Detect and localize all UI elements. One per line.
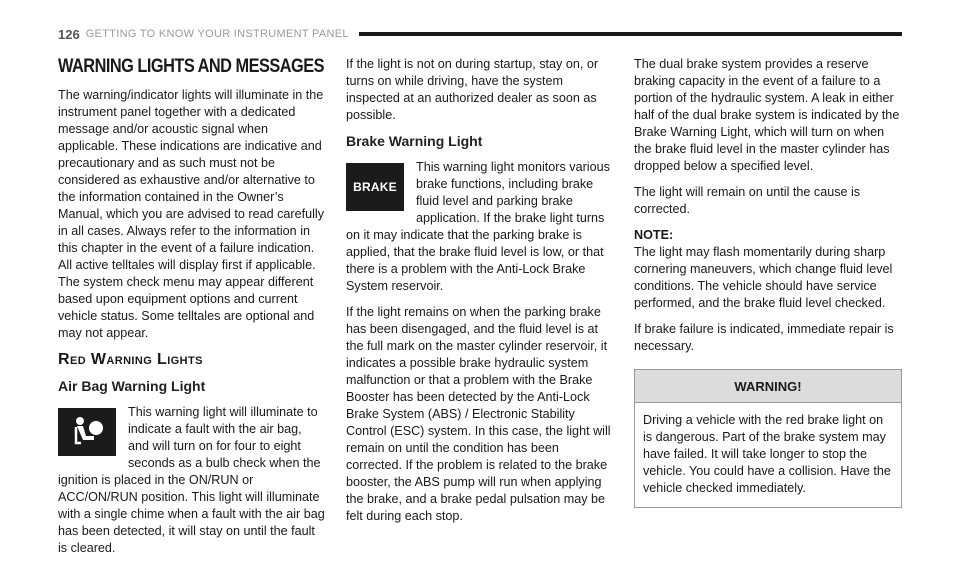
repair-paragraph: If brake failure is indicated, immediate repair is necessary. [634,322,894,353]
column-left [58,56,326,566]
warning-box [634,369,902,508]
page-header [58,26,902,42]
page-heading: WARNING LIGHTS AND MESSAGES [58,56,324,77]
brake-text: This warning light monitors various brake functions, including brake fluid level and parking brake application. If the brake light turns on it may indicate that the parking brake is applied, that the brake fluid level is low, or that there is a problem with the Anti-Lock Brake System reservoir. [346,160,610,293]
brake-booster-paragraph: If the light remains on when the parking brake has been disengaged, and the fluid level is at the full mark on the master cylinder reservoir, it indicates a possible brake hydraulic system malfunction or that a problem with the Brake Booster has been detected by the Anti-Lock Brake System (ABS) / Electronic Stability Control (ESC) system. In this case, the light will remain on until the condition has been corrected. If the problem is related to the brake booster, the ABS pump will run when applying the brake, and a brake pedal pulsation may be felt during each stop. [346,305,611,523]
airbag-icon [58,408,116,456]
note-text: The light may flash momentarily during sharp cornering maneuvers, which change fluid level conditions. The vehicle should have service performed, and the brake fluid level checked. [634,245,893,310]
airbag-block [58,404,326,566]
page-number: 126 [58,26,80,42]
brake-icon [346,163,404,211]
airbag-text: This warning light will illuminate to indicate a fault with the air bag, and will turn on for four to eight seconds as a bulb check when the ignition is placed in the ON/RUN or ACC/ON/RUN position. This light will illuminate with a single chime when a fault with the air bag has been detected, it will stay on until the fault is cleared. [58,405,325,555]
column-right [634,56,902,508]
section-heading: Red Warning Lights [58,351,203,368]
dual-brake-paragraph: The dual brake system provides a reserve braking capacity in the event of a failure to a portion of the hydraulic system. A leak in either half of the dual brake system is indicated by the Brake Warning Light, which will turn on when the brake fluid level in the master cylinder has dropped below a specified level. [634,57,900,173]
brake-heading: Brake Warning Light [346,133,483,149]
light-remain-paragraph: The light will remain on until the cause is corrected. [634,185,861,216]
warning-title: WARNING! [635,370,901,403]
header-rule [359,32,902,36]
brake-icon-label: BRAKE [353,179,397,194]
airbag-heading: Air Bag Warning Light [58,378,206,394]
brake-block [346,159,614,304]
column-middle [346,56,614,534]
warning-text: Driving a vehicle with the red brake light on is dangerous. Part of the brake system may have failed. It will take longer to stop the vehicle. You could have a collision. Have the vehicle checked immediately. [643,413,891,495]
note-label: NOTE: [634,228,674,242]
intro-paragraph: The warning/indicator lights will illuminate in the instrument panel together with a dedicated message and/or acoustic signal when applicable. These indications are indicative and precautionary and as such must not be considered as exhaustive and/or alternative to the information contained in the Owner’s Manual, which you are advised to read carefully in all cases. Always refer to the information in this chapter in the event of a failure indication. All active telltales will display first if applicable. The system check menu may appear different based upon equipment options and current vehicle status. Some telltales are optional and may not appear. [58,88,325,340]
startup-paragraph: If the light is not on during startup, stay on, or turns on while driving, have the system inspected at an authorized dealer as soon as possible. [346,57,599,122]
chapter-title: GETTING TO KNOW YOUR INSTRUMENT PANEL [85,28,349,40]
